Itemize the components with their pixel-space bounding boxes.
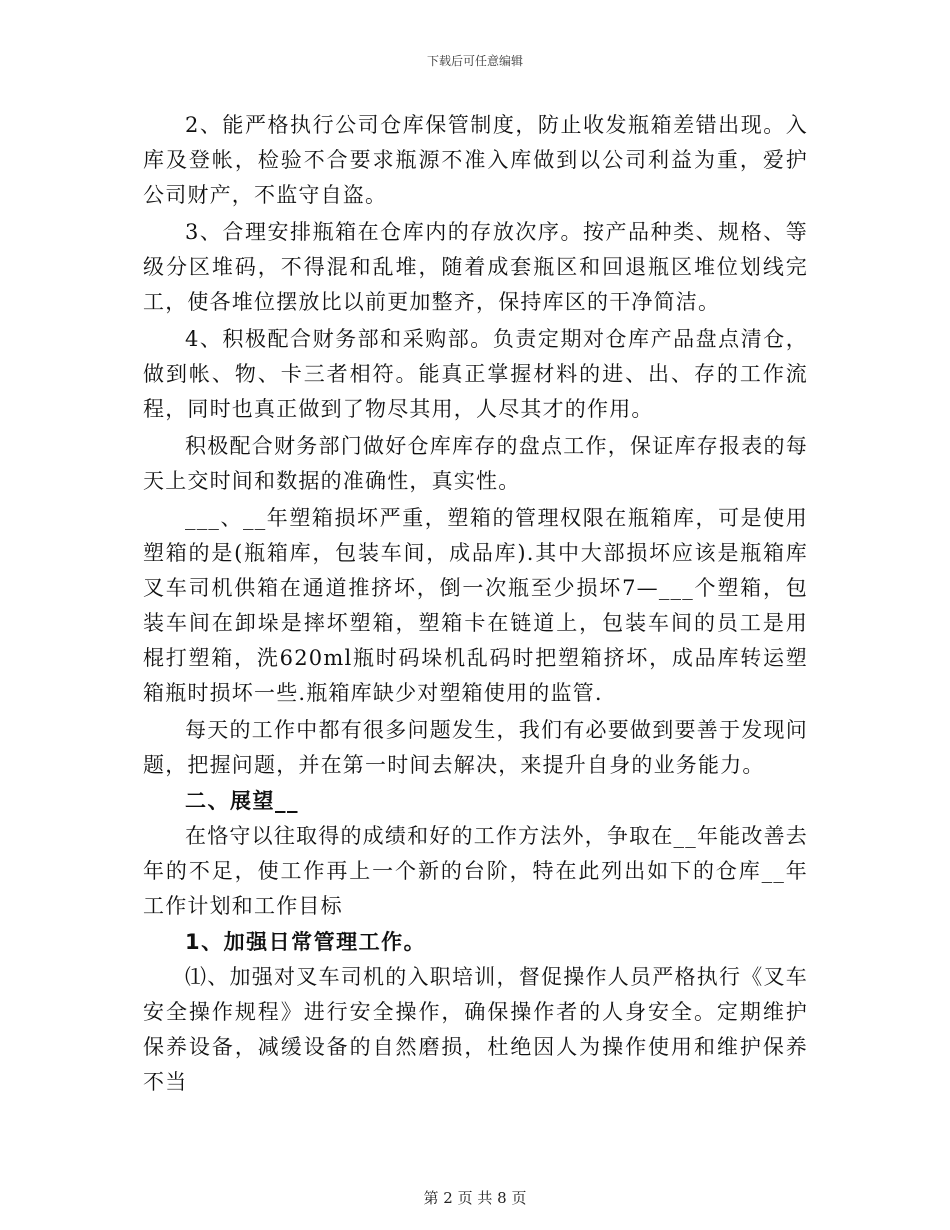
paragraph-crate-damage: ___、__年塑箱损坏严重，塑箱的管理权限在瓶箱库，可是使用塑箱的是(瓶箱库，包装车间，成品库).其中大部损坏应该是瓶箱库叉车司机供箱在通道推挤坏，倒一次瓶至少损坏7—___个塑箱，包装车间在卸垛是摔坏塑箱，塑箱卡在链道上，包装车间的员工是用棍打塑箱，洗620ml瓶时码垛机乱码时把塑箱挤坏，成品库转运塑箱瓶时损坏一些.瓶箱库缺少对塑箱使用的监管. [143,506,808,705]
document-body [143,108,808,1100]
page-header: 下载后可任意编辑 [426,54,523,68]
paragraph-problems: 每天的工作中都有很多问题发生，我们有必要做到要善于发现问题，把握问题，并在第一时间去解决，来提升自身的业务能力。 [143,718,808,777]
subsection-heading-daily-management: 1、加强日常管理工作。 [185,930,427,954]
paragraph-item-2: 2、能严格执行公司仓库保管制度，防止收发瓶箱差错出现。入库及登帐，检验不合要求瓶源不准入库做到以公司利益为重，爱护公司财产，不监守自盗。 [143,113,808,207]
section-heading-outlook: 二、展望__ [185,789,299,813]
paragraph-inventory: 积极配合财务部门做好仓库库存的盘点工作，保证库存报表的每天上交时间和数据的准确性，真实性。 [143,434,808,493]
page-footer: 第 2 页 共 8 页 [423,1189,527,1207]
paragraph-forklift-training: ⑴、加强对叉车司机的入职培训，督促操作人员严格执行《叉车安全操作规程》进行安全操作，确保操作者的人身安全。定期维护保养设备，减缓设备的自然磨损，杜绝因人为操作使用和维护保养不当 [143,965,808,1094]
paragraph-item-3: 3、合理安排瓶箱在仓库内的存放次序。按产品种类、规格、等级分区堆码，不得混和乱堆，随着成套瓶区和回退瓶区堆位划线完工，使各堆位摆放比以前更加整齐，保持库区的干净简洁。 [143,220,808,314]
paragraph-item-4: 4、积极配合财务部和采购部。负责定期对仓库产品盘点清仓，做到帐、物、卡三者相符。能真正掌握材料的进、出、存的工作流程，同时也真正做到了物尽其用，人尽其才的作用。 [143,327,808,421]
paragraph-outlook: 在恪守以往取得的成绩和好的工作方法外，争取在__年能改善去年的不足，使工作再上一个新的台阶，特在此列出如下的仓库__年工作计划和工作目标 [143,824,808,918]
